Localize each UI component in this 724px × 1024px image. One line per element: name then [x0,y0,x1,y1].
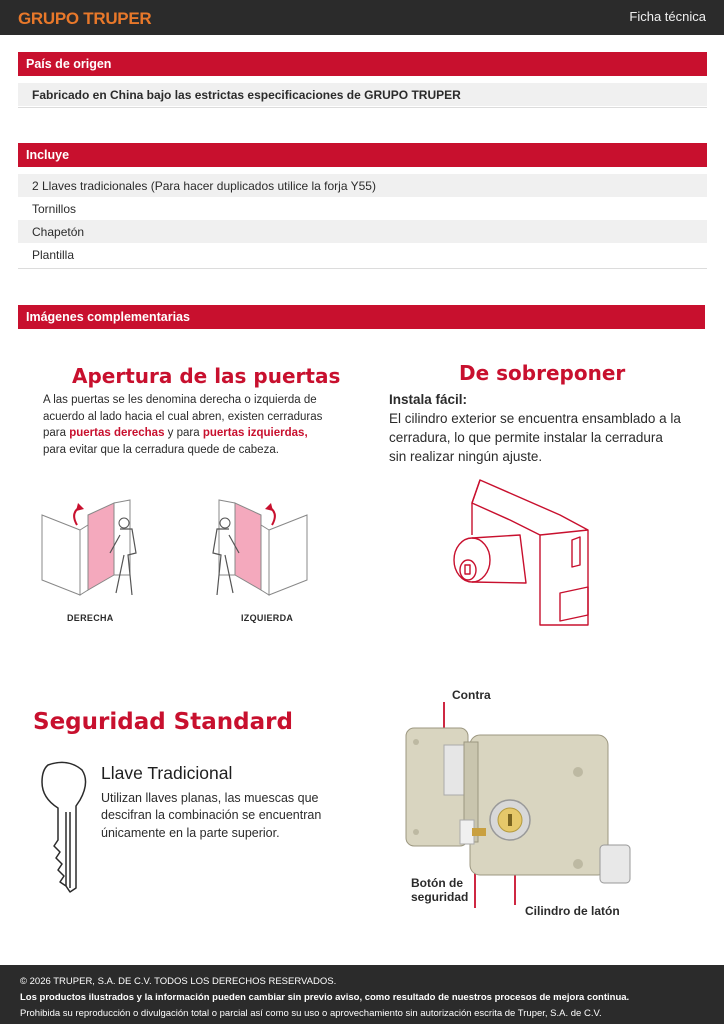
left-door-illustration [205,495,315,605]
lock-line-drawing [450,475,600,630]
seguridad-title: Seguridad Standard [33,709,293,735]
divider [18,268,707,269]
footer-legal: Prohibida su reproducción o divulgación total o parcial así como su uso o aprovechamiento sin autorización escrita de Truper, S.A. de C.V. [20,1008,602,1019]
seguridad-subtitle: Llave Tradicional [101,763,233,783]
origin-text: Fabricado en China bajo las estrictas especificaciones de GRUPO TRUPER [18,83,707,106]
seguridad-text: Llave Tradicional Utilizan llaves planas, las muescas que descifran la combinación se encuentran únicamente en la parte superior. [101,763,322,840]
list-item: Tornillos [32,202,77,216]
security-button-label: Botón de seguridad [411,876,469,904]
footer-copyright: © 2026 TRUPER, S.A. DE C.V. TODOS LOS DERECHOS RESERVADOS. [20,976,337,987]
right-door-illustration [40,495,150,605]
footer [0,965,724,1024]
top-bar [0,0,724,35]
images-section-header: Imágenes complementarias [18,305,705,329]
apertura-title: Apertura de las puertas [72,364,341,388]
document-type: Ficha técnica [629,9,706,24]
right-door-label: DERECHA [67,613,114,623]
sobreponer-subtitle: Instala fácil: [389,392,468,407]
brass-cylinder-label: Cilindro de latón [525,904,620,918]
left-door-label: IZQUIERDA [241,613,294,623]
includes-section-header: Incluye [18,143,707,167]
sobreponer-title: De sobreponer [459,361,626,385]
footer-notice: Los productos ilustrados y la información pueden cambiar sin previo aviso, como resultado de nuestros procesos de mejora continua. [20,992,630,1003]
origin-section-header: País de origen [18,52,707,76]
divider [18,107,707,108]
apertura-text: A las puertas se les denomina derecha o izquierda de acuerdo al lado hacia el cual abren, existen cerraduras para puertas derechas y para puertas izquierdas, para evitar que la cerradura quede de cabeza. [43,394,323,456]
contra-label: Contra [452,688,491,702]
sobreponer-text: Instala fácil: El cilindro exterior se encuentra ensamblado a la cerradura, lo que permite instalar la cerradura sin realizar ningún ajuste. [389,392,681,464]
list-item: 2 Llaves tradicionales (Para hacer duplicados utilice la forja Y55) [18,174,707,197]
list-item: Plantilla [32,248,75,262]
key-icon [38,760,93,895]
brand-logo: GRUPO TRUPER [18,9,152,28]
list-item: Chapetón [18,220,707,243]
